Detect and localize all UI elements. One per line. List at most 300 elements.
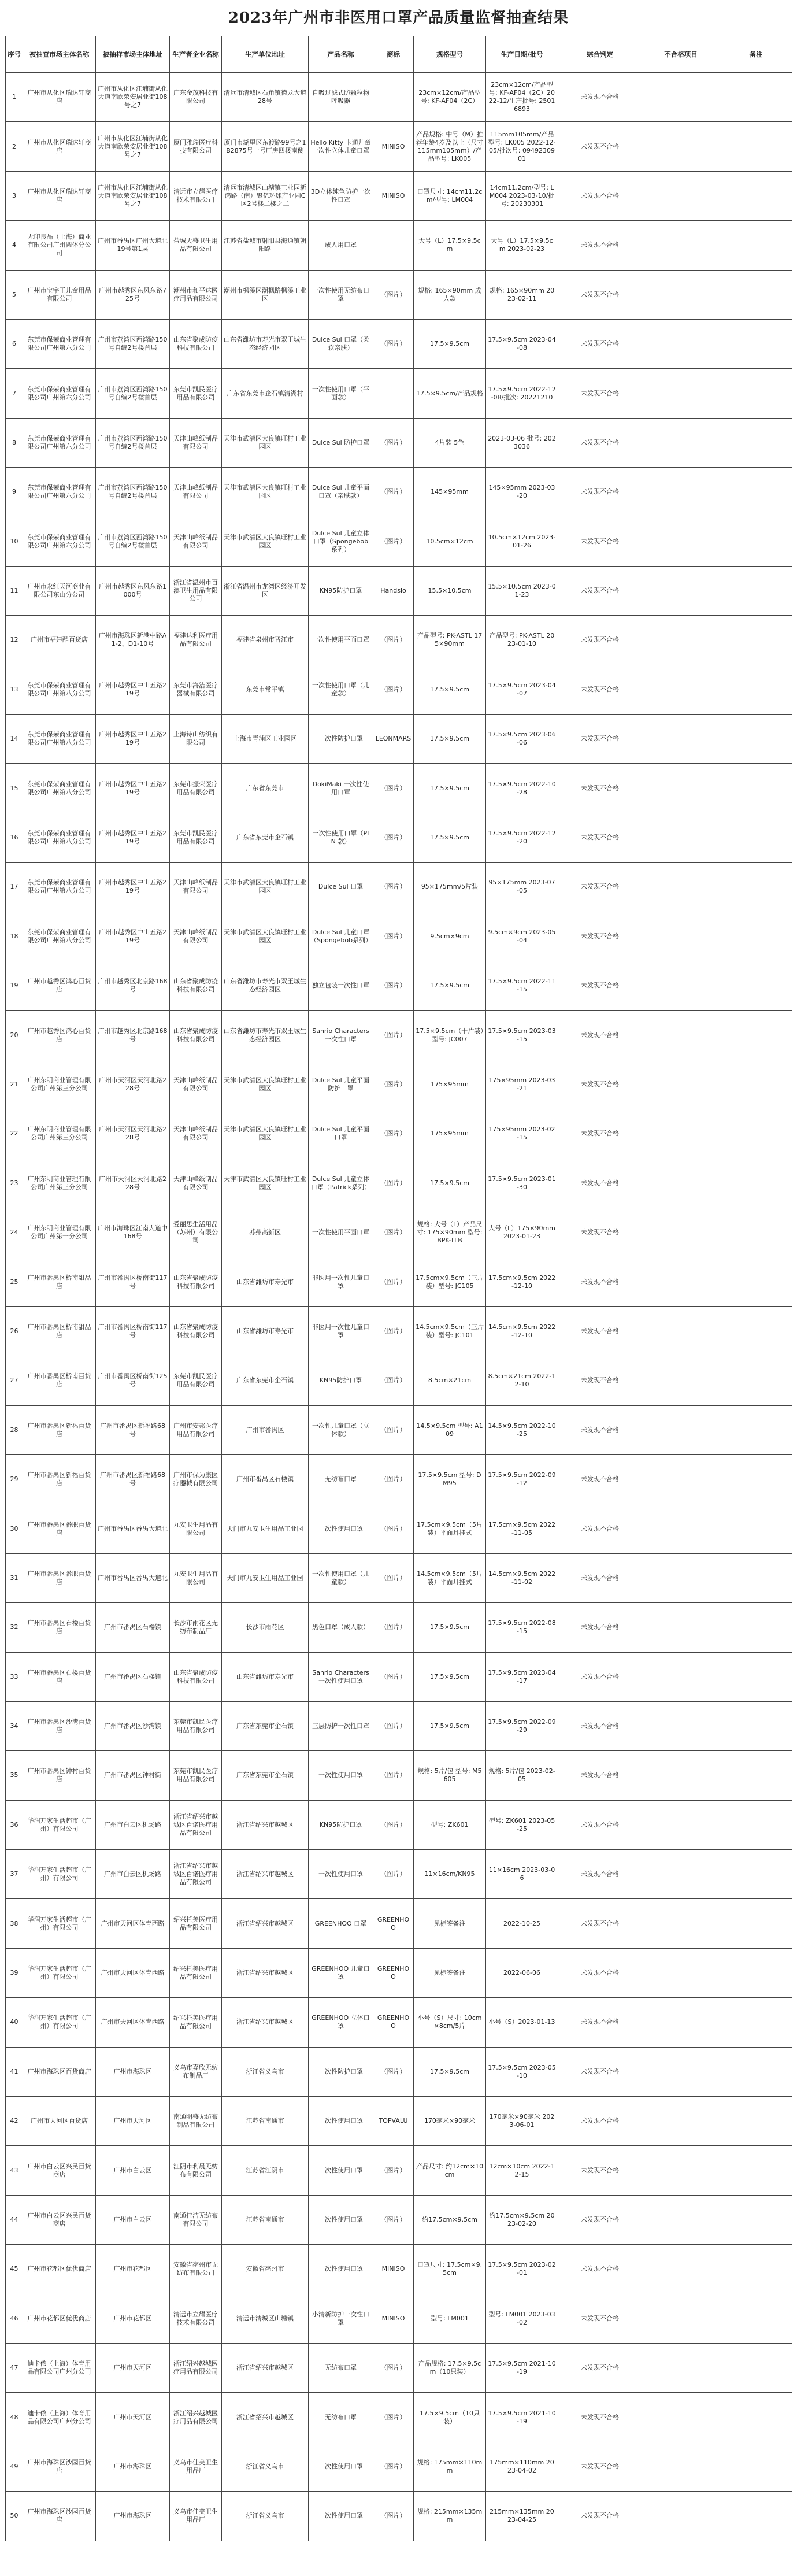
cell-batch: 145×95mm 2023-03-20 <box>486 468 558 517</box>
cell-failed-items <box>642 1652 720 1701</box>
cell-spec: 9.5cm×9cm <box>414 912 486 961</box>
cell-producer-address: 天津市武清区大良镇旺村工业园区 <box>222 1060 309 1109</box>
cell-remarks <box>720 221 792 270</box>
cell-failed-items <box>642 2195 720 2244</box>
cell-producer-name: 天津山峰纸制品有限公司 <box>170 468 222 517</box>
cell-subject-address: 广州市天河区天河北路228号 <box>96 1159 170 1208</box>
cell-trademark: （图片） <box>373 912 414 961</box>
cell-producer-name: 山东省聚成防疫科技有限公司 <box>170 1257 222 1306</box>
cell-failed-items <box>642 863 720 912</box>
cell-verdict: 未发现不合格 <box>558 369 642 418</box>
table-row <box>6 1208 792 1257</box>
cell-index: 25 <box>6 1257 23 1306</box>
cell-failed-items <box>642 171 720 220</box>
cell-subject-name: 东莞市保荣商业管理有限公司广州第六分公司 <box>23 418 96 467</box>
cell-batch: 14.5cm×9.5cm 2022-12-10 <box>486 1306 558 1356</box>
cell-subject-address: 广州市越秀区中山五路219号 <box>96 764 170 813</box>
cell-product-name: 一次性儿童口罩（立体款） <box>309 1405 373 1454</box>
cell-trademark: （图片） <box>373 616 414 665</box>
cell-index: 16 <box>6 813 23 862</box>
cell-subject-address: 广州市荔湾区西湾路150号自编2号楼首层 <box>96 369 170 418</box>
cell-index: 21 <box>6 1060 23 1109</box>
cell-subject-name: 东莞市保荣商业管理有限公司广州第六分公司 <box>23 468 96 517</box>
cell-spec: 17.5×9.5cm <box>414 764 486 813</box>
cell-subject-address: 广州市越秀区中山五路219号 <box>96 715 170 764</box>
cell-producer-name: 浙江省温州市百澳卫生用品有限公司 <box>170 566 222 615</box>
cell-spec: 产品型号: PK-ASTL 175×90mm <box>414 616 486 665</box>
cell-product-name: 黑色口罩（成人款） <box>309 1603 373 1652</box>
table-row <box>6 1257 792 1306</box>
cell-batch: 型号: ZK601 2023-05-25 <box>486 1800 558 1849</box>
table-row <box>6 863 792 912</box>
cell-producer-address: 山东省潍坊市寿光市双王城生态经济园区 <box>222 319 309 368</box>
cell-index: 36 <box>6 1800 23 1849</box>
table-row <box>6 2442 792 2491</box>
cell-spec: 10.5cm×12cm <box>414 517 486 566</box>
cell-producer-name: 山东省聚成防疫科技有限公司 <box>170 1652 222 1701</box>
cell-batch: 17.5×9.5cm 2022-10-28 <box>486 764 558 813</box>
cell-producer-name: 南通佳洁无纺布有限公司 <box>170 2195 222 2244</box>
cell-subject-address: 广州市番禺区番禺大道北 <box>96 1553 170 1602</box>
cell-batch: 15.5×10.5cm 2023-01-23 <box>486 566 558 615</box>
cell-spec: 15.5×10.5cm <box>414 566 486 615</box>
cell-spec: 17.5×9.5cm <box>414 665 486 714</box>
cell-spec: 小号（S）尺寸: 10cm×8cm/5片 <box>414 1998 486 2047</box>
cell-batch: 17.5×9.5cm 2023-04-08 <box>486 319 558 368</box>
cell-failed-items <box>642 1159 720 1208</box>
cell-failed-items <box>642 1850 720 1899</box>
cell-remarks <box>720 1652 792 1701</box>
cell-batch: 175×95mm 2023-03-21 <box>486 1060 558 1109</box>
cell-product-name: 一次性使用口罩 <box>309 1850 373 1899</box>
cell-subject-name: 广州市白云区兴民百货商店 <box>23 2146 96 2195</box>
cell-trademark <box>373 369 414 418</box>
cell-failed-items <box>642 961 720 1011</box>
cell-subject-address: 广州市越秀区中山五路219号 <box>96 863 170 912</box>
col-header-producer-address: 生产单位地址 <box>222 36 309 73</box>
cell-spec: 17.5×9.5cm <box>414 2047 486 2096</box>
cell-remarks <box>720 1701 792 1750</box>
cell-producer-name: 盐城天盛卫生用品有限公司 <box>170 221 222 270</box>
cell-producer-address: 浙江省绍兴市越城区 <box>222 1800 309 1849</box>
cell-producer-address: 浙江省绍兴市越城区 <box>222 2393 309 2442</box>
cell-failed-items <box>642 1405 720 1454</box>
cell-verdict: 未发现不合格 <box>558 2146 642 2195</box>
cell-index: 44 <box>6 2195 23 2244</box>
cell-batch: 8.5cm×21cm 2022-12-10 <box>486 1356 558 1405</box>
cell-index: 35 <box>6 1751 23 1800</box>
cell-batch: 17.5×9.5cm 2022-08-15 <box>486 1603 558 1652</box>
cell-batch: 17.5×9.5cm 2022-09-29 <box>486 1701 558 1750</box>
cell-subject-name: 广州市从化区瑞达轩商店 <box>23 73 96 122</box>
cell-subject-name: 广州市番禺区沙湾百货店 <box>23 1701 96 1750</box>
cell-verdict: 未发现不合格 <box>558 566 642 615</box>
cell-trademark: （图片） <box>373 1652 414 1701</box>
cell-product-name: 一次性使用口罩 <box>309 2442 373 2491</box>
cell-subject-name: 华润万家生活超市（广州）有限公司 <box>23 1998 96 2047</box>
cell-verdict: 未发现不合格 <box>558 2097 642 2146</box>
cell-trademark: （图片） <box>373 418 414 467</box>
cell-verdict: 未发现不合格 <box>558 1109 642 1159</box>
cell-remarks <box>720 1899 792 1948</box>
cell-failed-items <box>642 270 720 319</box>
cell-index: 43 <box>6 2146 23 2195</box>
cell-batch: 型号: LM001 2023-03-02 <box>486 2294 558 2343</box>
cell-producer-name: 天津山峰纸制品有限公司 <box>170 418 222 467</box>
cell-verdict: 未发现不合格 <box>558 715 642 764</box>
cell-subject-name: 广州市天河区百货店 <box>23 2097 96 2146</box>
cell-verdict: 未发现不合格 <box>558 912 642 961</box>
table-row <box>6 2492 792 2541</box>
cell-index: 23 <box>6 1159 23 1208</box>
cell-failed-items <box>642 2047 720 2096</box>
cell-producer-address: 上海市青浦区工业园区 <box>222 715 309 764</box>
cell-batch: 14.5cm×9.5cm 2022-11-02 <box>486 1553 558 1602</box>
table-row <box>6 566 792 615</box>
cell-subject-address: 广州市海珠区 <box>96 2047 170 2096</box>
cell-failed-items <box>642 1751 720 1800</box>
table-row <box>6 1504 792 1553</box>
cell-subject-address: 广州市越秀区北京路168号 <box>96 1011 170 1060</box>
cell-subject-name: 广州东明商业管理有限公司广州第一分公司 <box>23 1208 96 1257</box>
cell-producer-address: 浙江省绍兴市越城区 <box>222 2343 309 2392</box>
cell-trademark: （图片） <box>373 863 414 912</box>
cell-remarks <box>720 665 792 714</box>
cell-producer-address: 浙江省义乌市 <box>222 2047 309 2096</box>
cell-producer-address: 天门市九安卫生用品工业园 <box>222 1553 309 1602</box>
cell-remarks <box>720 1159 792 1208</box>
cell-spec: 175×95mm <box>414 1109 486 1159</box>
table-row <box>6 1998 792 2047</box>
cell-producer-address: 浙江省义乌市 <box>222 2442 309 2491</box>
cell-trademark: （图片） <box>373 1159 414 1208</box>
cell-producer-address: 厦门市湖里区东渡路99号之1B2875号一号厂房四楼南侧 <box>222 122 309 171</box>
cell-spec: 95×175mm/5片装 <box>414 863 486 912</box>
cell-trademark: （图片） <box>373 1011 414 1060</box>
cell-verdict: 未发现不合格 <box>558 1405 642 1454</box>
cell-remarks <box>720 2442 792 2491</box>
cell-subject-address: 广州市花都区 <box>96 2294 170 2343</box>
cell-spec: 规格: 165×90mm 成人款 <box>414 270 486 319</box>
cell-product-name: Dulce Sul 儿童立体口罩（Spongebob系列） <box>309 517 373 566</box>
cell-spec: 见标签备注 <box>414 1899 486 1948</box>
cell-spec: 8.5cm×21cm <box>414 1356 486 1405</box>
cell-producer-name: 潮州市和平达医疗用品有限公司 <box>170 270 222 319</box>
cell-subject-address: 广州市荔湾区西湾路150号自编2号楼首层 <box>96 468 170 517</box>
cell-batch: 14.5×9.5cm 2022-10-25 <box>486 1405 558 1454</box>
cell-producer-address: 浙江省绍兴市越城区 <box>222 1899 309 1948</box>
cell-product-name: 一次性使用口罩（儿童款） <box>309 665 373 714</box>
cell-subject-name: 广州市花都区优优商店 <box>23 2294 96 2343</box>
cell-verdict: 未发现不合格 <box>558 270 642 319</box>
cell-batch: 115mm105mm/产品型号: LK005 2022-12-05/批次号: 0949230901 <box>486 122 558 171</box>
cell-batch: 17.5×9.5cm 2023-04-07 <box>486 665 558 714</box>
cell-producer-address: 浙江省绍兴市越城区 <box>222 1998 309 2047</box>
cell-index: 2 <box>6 122 23 171</box>
cell-index: 40 <box>6 1998 23 2047</box>
cell-subject-name: 广州市宝宇王儿童用品有限公司 <box>23 270 96 319</box>
cell-producer-address: 苏州高新区 <box>222 1208 309 1257</box>
cell-trademark: （图片） <box>373 1751 414 1800</box>
cell-spec: 175×95mm <box>414 1060 486 1109</box>
cell-batch: 11×16cm 2023-03-06 <box>486 1850 558 1899</box>
cell-verdict: 未发现不合格 <box>558 764 642 813</box>
cell-producer-name: 东莞市凯民医疗用品有限公司 <box>170 813 222 862</box>
cell-spec: 17.5×9.5cm <box>414 1603 486 1652</box>
cell-trademark: （图片） <box>373 1109 414 1159</box>
cell-spec: 17.5×9.5cm 型号: DM95 <box>414 1454 486 1504</box>
cell-producer-address: 天津市武清区大良镇旺村工业园区 <box>222 1159 309 1208</box>
cell-subject-name: 广州市白云区兴民百货商店 <box>23 2195 96 2244</box>
cell-subject-name: 广州市花都区优优商店 <box>23 2245 96 2294</box>
cell-batch: 23cm×12cm/产品型号: KF-AF04（2C）2022-12/生产批号: 25016893 <box>486 73 558 122</box>
cell-producer-address: 浙江省绍兴市越城区 <box>222 1850 309 1899</box>
cell-index: 19 <box>6 961 23 1011</box>
cell-spec: 17.5×9.5cm <box>414 319 486 368</box>
cell-producer-name: 山东省聚成防疫科技有限公司 <box>170 961 222 1011</box>
cell-subject-address: 广州市番禺区石楼镇 <box>96 1603 170 1652</box>
cell-failed-items <box>642 1998 720 2047</box>
cell-subject-address: 广州市白云区机场路 <box>96 1850 170 1899</box>
cell-subject-name: 广州东明商业管理有限公司广州第三分公司 <box>23 1060 96 1109</box>
cell-index: 18 <box>6 912 23 961</box>
cell-producer-address: 浙江省义乌市 <box>222 2492 309 2541</box>
cell-trademark: （图片） <box>373 2343 414 2392</box>
cell-batch: 17.5×9.5cm 2023-05-10 <box>486 2047 558 2096</box>
cell-index: 33 <box>6 1652 23 1701</box>
cell-subject-address: 广州市番禺区桥南街125号 <box>96 1356 170 1405</box>
cell-trademark: （图片） <box>373 764 414 813</box>
table-header-row <box>6 36 792 73</box>
cell-failed-items <box>642 1800 720 1849</box>
cell-producer-address: 天津市武清区大良镇旺村工业园区 <box>222 517 309 566</box>
cell-failed-items <box>642 912 720 961</box>
cell-remarks <box>720 468 792 517</box>
cell-failed-items <box>642 2146 720 2195</box>
cell-index: 7 <box>6 369 23 418</box>
cell-verdict: 未发现不合格 <box>558 1652 642 1701</box>
table-row <box>6 1751 792 1800</box>
cell-subject-name: 广州市番禺区桥南百货店 <box>23 1356 96 1405</box>
cell-batch: 17.5×9.5cm 2023-02-01 <box>486 2245 558 2294</box>
cell-product-name: Sanrio Characters 一次性使用口罩 <box>309 1652 373 1701</box>
cell-remarks <box>720 1257 792 1306</box>
cell-product-name: Dulce Sul 口罩（柔软亲肤） <box>309 319 373 368</box>
cell-trademark: GREENHOO <box>373 1899 414 1948</box>
cell-product-name: 独立包装一次性口罩 <box>309 961 373 1011</box>
cell-spec: 17.5×9.5cm/产品规格 <box>414 369 486 418</box>
cell-producer-name: 长沙市雨花区无纺布制品厂 <box>170 1603 222 1652</box>
cell-trademark: （图片） <box>373 270 414 319</box>
cell-spec: 23cm×12cm/产品型号: KF-AF04（2C） <box>414 73 486 122</box>
cell-subject-address: 广州市越秀区北京路168号 <box>96 961 170 1011</box>
cell-product-name: DokiMaki 一次性使用口罩 <box>309 764 373 813</box>
cell-remarks <box>720 1060 792 1109</box>
cell-batch: 产品型号: PK-ASTL 2023-01-10 <box>486 616 558 665</box>
table-row <box>6 1701 792 1750</box>
cell-subject-address: 广州市从化区江埔街从化大道南欣荣安居业街108号之7 <box>96 171 170 220</box>
cell-subject-name: 广州市从化区瑞达轩商店 <box>23 171 96 220</box>
cell-failed-items <box>642 517 720 566</box>
cell-spec: 见标签备注 <box>414 1948 486 1997</box>
cell-product-name: Hello Kitty 卡通儿童一次性立体儿童口罩 <box>309 122 373 171</box>
cell-subject-address: 广州市白云区 <box>96 2146 170 2195</box>
cell-subject-address: 广州市海珠区新港中路A1-2、D1-10号 <box>96 616 170 665</box>
cell-verdict: 未发现不合格 <box>558 813 642 862</box>
cell-failed-items <box>642 319 720 368</box>
table-row <box>6 2245 792 2294</box>
cell-index: 11 <box>6 566 23 615</box>
cell-product-name: 一次性使用口罩 <box>309 2195 373 2244</box>
cell-producer-name: 东莞市凯民医疗用品有限公司 <box>170 1356 222 1405</box>
cell-batch: 17.5cm×9.5cm 2022-12-10 <box>486 1257 558 1306</box>
cell-product-name: GREENHOO 立体口罩 <box>309 1998 373 2047</box>
cell-subject-address: 广州市越秀区中山五路219号 <box>96 813 170 862</box>
cell-failed-items <box>642 1454 720 1504</box>
cell-failed-items <box>642 1257 720 1306</box>
cell-verdict: 未发现不合格 <box>558 418 642 467</box>
cell-product-name: 自吸过滤式防颗粒物呼吸器 <box>309 73 373 122</box>
cell-index: 3 <box>6 171 23 220</box>
table-row <box>6 2195 792 2244</box>
cell-failed-items <box>642 1701 720 1750</box>
cell-verdict: 未发现不合格 <box>558 1603 642 1652</box>
cell-spec: 产品规格: 中号（M）推荐年龄4岁及以上（尺寸115mm105mm）/产品型号: LK005 <box>414 122 486 171</box>
cell-verdict: 未发现不合格 <box>558 2294 642 2343</box>
cell-remarks <box>720 369 792 418</box>
cell-producer-name: 绍兴托美医疗用品有限公司 <box>170 1948 222 1997</box>
cell-failed-items <box>642 122 720 171</box>
col-header-product-name: 产品名称 <box>309 36 373 73</box>
cell-producer-address: 山东省潍坊市寿光市 <box>222 1257 309 1306</box>
cell-subject-address: 广州市番禺区石楼镇 <box>96 1652 170 1701</box>
cell-batch: 215mm×135mm 2023-04-25 <box>486 2492 558 2541</box>
cell-producer-address: 广东省东莞市企石镇 <box>222 813 309 862</box>
cell-product-name: Dulce Sul 儿童平面口罩（亲肤款） <box>309 468 373 517</box>
cell-product-name: Sanrio Characters 一次性口罩 <box>309 1011 373 1060</box>
page-title: 2023年广州市非医用口罩产品质量监督抽查结果 <box>228 9 569 27</box>
cell-subject-name: 东莞市保荣商业管理有限公司广州第六分公司 <box>23 319 96 368</box>
cell-failed-items <box>642 2393 720 2442</box>
cell-product-name: 一次性使用平面口罩 <box>309 616 373 665</box>
cell-remarks <box>720 418 792 467</box>
table-row <box>6 2343 792 2392</box>
cell-trademark: （图片） <box>373 813 414 862</box>
cell-producer-name: 广东金茂科技有限公司 <box>170 73 222 122</box>
cell-product-name: 一次性使用口罩 <box>309 2492 373 2541</box>
cell-trademark: （图片） <box>373 1504 414 1553</box>
cell-subject-address: 广州市天河区天河北路228号 <box>96 1060 170 1109</box>
cell-trademark: （图片） <box>373 1060 414 1109</box>
cell-producer-name: 清远市立耀医疗技术有限公司 <box>170 171 222 220</box>
cell-remarks <box>720 1603 792 1652</box>
cell-trademark: （图片） <box>373 2146 414 2195</box>
cell-failed-items <box>642 2343 720 2392</box>
cell-producer-address: 清远市清城区山塘镇 <box>222 2294 309 2343</box>
cell-producer-name: 浙江绍兴越城医疗用品有限公司 <box>170 2343 222 2392</box>
cell-spec: 11×16cm/KN95 <box>414 1850 486 1899</box>
cell-producer-address: 天津市武清区大良镇旺村工业园区 <box>222 912 309 961</box>
table-row <box>6 665 792 714</box>
cell-subject-name: 广州东明商业管理有限公司广州第三分公司 <box>23 1159 96 1208</box>
cell-spec: 规格: 215mm×135mm <box>414 2492 486 2541</box>
cell-subject-name: 广州市福建酷百货店 <box>23 616 96 665</box>
cell-verdict: 未发现不合格 <box>558 517 642 566</box>
cell-trademark: （图片） <box>373 2195 414 2244</box>
cell-producer-name: 清远市立耀医疗技术有限公司 <box>170 2294 222 2343</box>
cell-index: 1 <box>6 73 23 122</box>
cell-spec: 17.5×9.5cm（10只装） <box>414 2393 486 2442</box>
cell-failed-items <box>642 1603 720 1652</box>
cell-trademark <box>373 221 414 270</box>
cell-remarks <box>720 171 792 220</box>
cell-subject-name: 东莞市保荣商业管理有限公司广州第六分公司 <box>23 517 96 566</box>
cell-product-name: 非医用一次性儿童口罩 <box>309 1257 373 1306</box>
cell-producer-address: 广东省东莞市 <box>222 764 309 813</box>
cell-product-name: 一次性使用口罩（平面款） <box>309 369 373 418</box>
cell-trademark: （图片） <box>373 2442 414 2491</box>
table-row <box>6 1306 792 1356</box>
col-header-trademark: 商标 <box>373 36 414 73</box>
cell-product-name: 一次性使用口罩（儿童款） <box>309 1553 373 1602</box>
cell-subject-name: 东莞市保荣商业管理有限公司广州第八分公司 <box>23 863 96 912</box>
cell-trademark: （图片） <box>373 1405 414 1454</box>
cell-subject-name: 华润万家生活超市（广州）有限公司 <box>23 1948 96 1997</box>
cell-failed-items <box>642 1553 720 1602</box>
cell-producer-address: 天津市武清区大良镇旺村工业园区 <box>222 1109 309 1159</box>
cell-remarks <box>720 715 792 764</box>
cell-remarks <box>720 813 792 862</box>
cell-spec: 规格: 大号（L）产品尺寸: 175×90mm 型号: BPK-TLB <box>414 1208 486 1257</box>
cell-product-name: 一次性防护口罩 <box>309 715 373 764</box>
cell-verdict: 未发现不合格 <box>558 616 642 665</box>
cell-producer-name: 浙江省绍兴市越城区百诺医疗用品有限公司 <box>170 1850 222 1899</box>
cell-producer-name: 江阴市利晨无纺布有限公司 <box>170 2146 222 2195</box>
cell-trademark: （图片） <box>373 468 414 517</box>
cell-product-name: 无纺布口罩 <box>309 1454 373 1504</box>
cell-trademark: LEONMARS <box>373 715 414 764</box>
cell-remarks <box>720 517 792 566</box>
cell-remarks <box>720 73 792 122</box>
cell-producer-address: 山东省潍坊市寿光市双王城生态经济园区 <box>222 1011 309 1060</box>
cell-batch: 17.5cm×9.5cm 2022-11-05 <box>486 1504 558 1553</box>
cell-batch: 14cm11.2cm/型号: LM004 2023-03-10/批号: 20230301 <box>486 171 558 220</box>
cell-remarks <box>720 1011 792 1060</box>
col-header-index: 序号 <box>6 36 23 73</box>
cell-index: 26 <box>6 1306 23 1356</box>
table-row <box>6 1159 792 1208</box>
cell-subject-address: 广州市越秀区中山五路219号 <box>96 912 170 961</box>
cell-trademark: （图片） <box>373 1701 414 1750</box>
table-row <box>6 2294 792 2343</box>
cell-batch: 9.5cm×9cm 2023-05-04 <box>486 912 558 961</box>
cell-product-name: Dulce Sul 儿童口罩（Spongebob系列） <box>309 912 373 961</box>
cell-producer-name: 东莞市振荣医疗用品有限公司 <box>170 764 222 813</box>
table-row <box>6 221 792 270</box>
cell-index: 50 <box>6 2492 23 2541</box>
cell-spec: 17.5×9.5cm <box>414 1159 486 1208</box>
cell-producer-address: 潮州市枫溪区潮枫路枫溪工业区 <box>222 270 309 319</box>
cell-producer-name: 厦门雅瑞医疗科技有限公司 <box>170 122 222 171</box>
cell-spec: 145×95mm <box>414 468 486 517</box>
table-row <box>6 1011 792 1060</box>
cell-batch: 170毫米×90毫米 2023-06-01 <box>486 2097 558 2146</box>
cell-verdict: 未发现不合格 <box>558 73 642 122</box>
cell-verdict: 未发现不合格 <box>558 863 642 912</box>
cell-product-name: 一次性使用口罩 <box>309 1751 373 1800</box>
cell-trademark: GREENHOO <box>373 1948 414 1997</box>
cell-product-name: 一次性使用口罩 <box>309 2097 373 2146</box>
